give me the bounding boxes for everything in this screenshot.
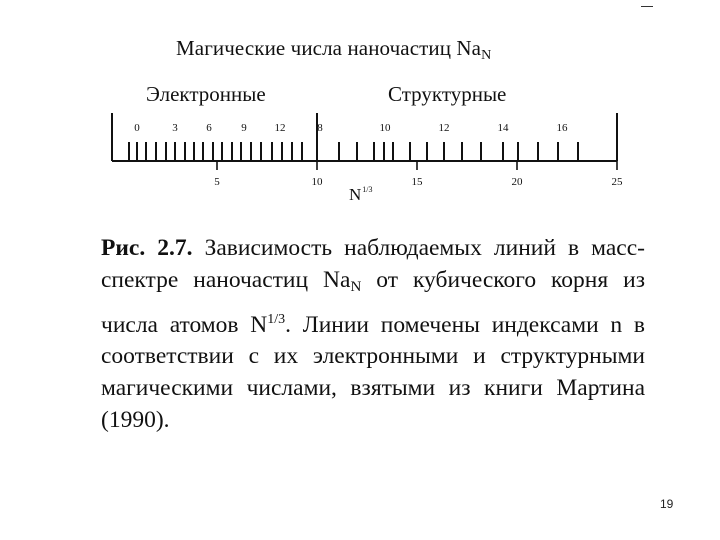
structural-index-label: 12 [438,122,450,134]
scale-layer [112,113,623,188]
structural-index-label: 16 [556,122,568,134]
axis-label [349,185,373,205]
bottom-tick-label: 25 [611,176,623,188]
caption-superscript: 1/3 [267,311,286,327]
bottom-tick-label: 5 [214,176,220,188]
electronic-index-label: 8 [317,122,323,134]
caption-text-3: . Линии помечены индексами n в соответствии с их электронными и структурными магическими числами, взятыми из книги Мартина (1990). [101,311,645,433]
caption-subscript: N [350,278,362,295]
structural-label: Структурные [388,82,507,106]
electronic-label: Электронные [146,82,266,106]
bottom-tick-label: 10 [311,176,323,188]
page-number: 19 [660,497,674,511]
electronic-index-label: 3 [172,122,178,134]
caption-figure-number: Рис. 2.7. [101,235,193,261]
figure-title-subscript: N [481,48,492,63]
caption-text-1: Зависимость наблюдаемых линий в масс-спектре наночастиц Na [101,235,645,293]
axis-label-exponent: 1/3 [362,185,373,194]
bottom-tick-label: 15 [411,176,423,188]
structural-index-label: 10 [379,122,391,134]
figure-caption [101,233,645,437]
electronic-index-label: 0 [134,122,140,134]
electronic-index-label: 9 [241,122,247,134]
axis-label-base: N [349,185,362,204]
structural-index-label: 14 [497,122,509,134]
bottom-tick-label: 20 [511,176,523,188]
caption-text-2: от кубического корня из числа атомов N [101,266,645,338]
electronic-index-label: 6 [206,122,212,134]
electronic-index-label: 12 [274,122,286,134]
figure-title-text: Магические числа наночастиц Na [176,36,482,60]
